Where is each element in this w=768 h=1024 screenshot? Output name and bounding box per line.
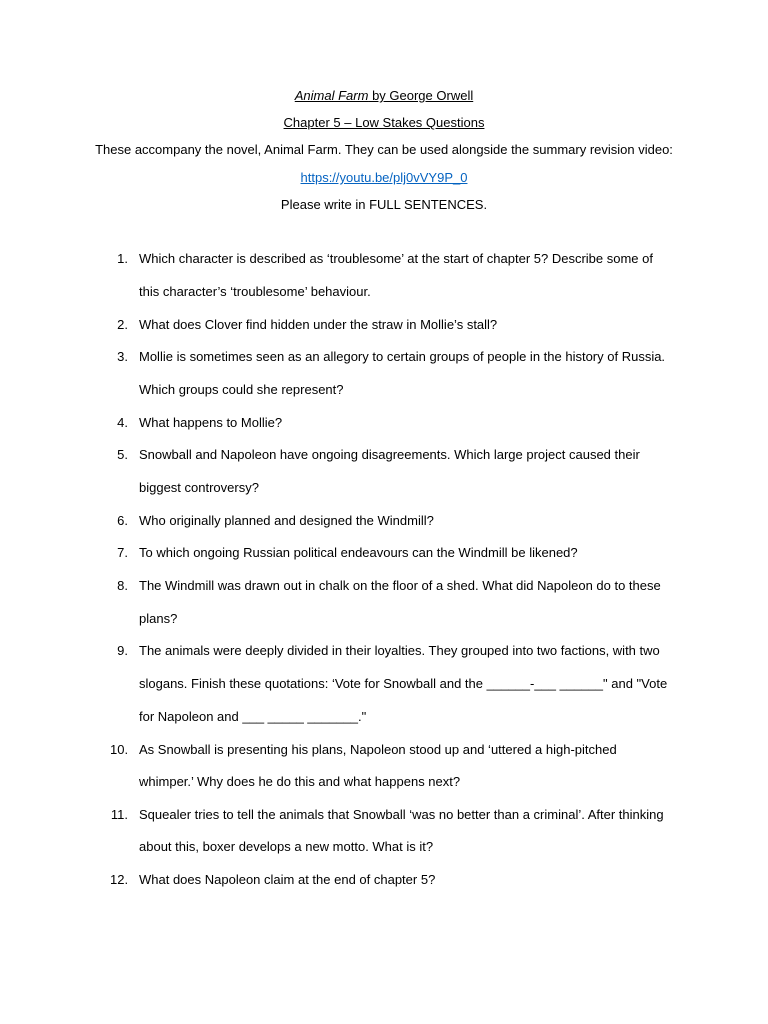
book-author: by George Orwell <box>368 88 474 103</box>
question-text-line: The Windmill was drawn out in chalk on the floor of a shed. What did Napoleon do to these <box>139 578 661 593</box>
question-number: 4. <box>117 415 128 430</box>
question-text-line: biggest controversy? <box>139 480 259 495</box>
intro-text: These accompany the novel, Animal Farm. They can be used alongside the summary revision video: <box>95 142 673 157</box>
chapter-subtitle: Chapter 5 – Low Stakes Questions <box>283 115 485 130</box>
instruction-text: Please write in FULL SENTENCES. <box>280 197 488 212</box>
question-text-line: Which character is described as ‘troublesome’ at the start of chapter 5? Describe some of <box>139 251 653 266</box>
question-text-line: this character’s ‘troublesome’ behaviour. <box>139 284 371 299</box>
question-text-line: for Napoleon and ___ _____ _______." <box>139 709 367 724</box>
question-text-line: What happens to Mollie? <box>139 415 283 430</box>
question-number: 11. <box>110 807 128 822</box>
video-link[interactable]: https://youtu.be/plj0vVY9P_0 <box>300 170 468 185</box>
question-text-line: What does Clover find hidden under the straw in Mollie’s stall? <box>139 317 498 332</box>
question-number: 12. <box>110 872 129 887</box>
question-number: 3. <box>117 349 128 364</box>
question-text-line: Mollie is sometimes seen as an allegory to certain groups of people in the history of Russia. <box>139 349 666 364</box>
book-title: Animal Farm <box>294 88 369 103</box>
chapter-subtitle-line <box>0 115 768 131</box>
question-text-line: To which ongoing Russian political endeavours can the Windmill be likened? <box>139 545 578 560</box>
question-number: 5. <box>117 447 128 462</box>
question-text-line: whimper.’ Why does he do this and what happens next? <box>139 774 461 789</box>
video-link-line <box>0 170 768 186</box>
question-number: 8. <box>117 578 128 593</box>
document-title <box>0 88 768 104</box>
question-text-line: Snowball and Napoleon have ongoing disagreements. Which large project caused their <box>139 447 640 462</box>
question-text-line: The animals were deeply divided in their loyalties. They grouped into two factions, with two <box>139 643 660 658</box>
question-text-line: Squealer tries to tell the animals that Snowball ‘was no better than a criminal’. After thinking <box>139 807 664 822</box>
question-number: 6. <box>117 513 128 528</box>
question-number: 9. <box>117 643 128 658</box>
question-number: 1. <box>117 251 128 266</box>
question-number: 7. <box>117 545 128 560</box>
question-text-line: plans? <box>139 611 178 626</box>
question-number: 10. <box>110 742 129 757</box>
question-text-line: Who originally planned and designed the Windmill? <box>139 513 434 528</box>
question-text-line: about this, boxer develops a new motto. What is it? <box>139 839 434 854</box>
question-text-line: As Snowball is presenting his plans, Napoleon stood up and ‘uttered a high-pitched <box>139 742 617 757</box>
question-text-line: slogans. Finish these quotations: ‘Vote for Snowball and the ______-___ ______" and "Vote <box>139 676 668 691</box>
question-number: 2. <box>117 317 128 332</box>
question-text-line: What does Napoleon claim at the end of chapter 5? <box>139 872 436 887</box>
question-text-line: Which groups could she represent? <box>139 382 344 397</box>
